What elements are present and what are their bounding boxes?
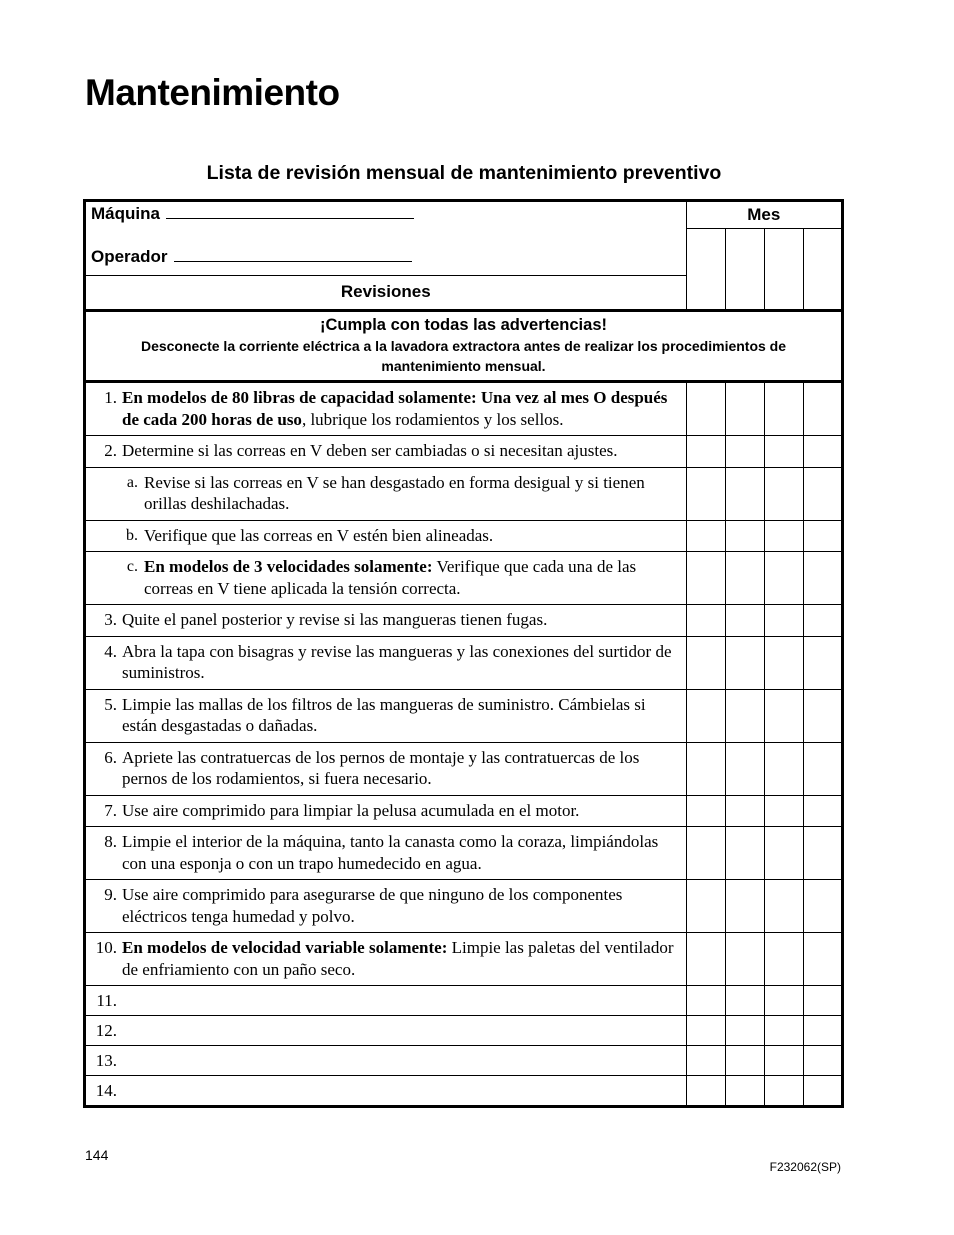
checklist-item [86,468,686,520]
month-check-cell-4[interactable] [803,1046,842,1076]
item-plain-text: Revise si las correas en V se han desgastado en forma desigual y si tienen orillas deshilachadas. [144,472,645,513]
month-check-cell-3[interactable] [764,795,803,827]
month-check-cell-4[interactable] [803,742,842,795]
month-check-cell-3[interactable] [764,1016,803,1046]
item-text [122,800,680,822]
checklist-row [85,986,843,1016]
checklist-row [85,520,843,552]
month-check-cell-3[interactable] [764,689,803,742]
checklist-item [86,796,686,827]
checklist-item-cell [85,933,687,986]
month-check-cell-3[interactable] [764,636,803,689]
checklist-row [85,382,843,436]
checklist-item [86,1076,686,1100]
machine-field[interactable] [91,204,414,224]
month-check-cell-4[interactable] [803,605,842,637]
item-plain-text: Quite el panel posterior y revise si las mangueras tienen fugas. [122,610,548,629]
month-check-cell-3[interactable] [764,467,803,520]
operator-field[interactable] [91,247,412,267]
item-plain-text: Limpie las paletas del ventilador de enfriamiento con un paño seco. [122,938,674,979]
month-cell-header-1[interactable] [686,229,725,311]
checklist-item [86,743,686,795]
item-number: c. [126,558,138,575]
checklist-row [85,742,843,795]
checklist-items [85,382,843,1107]
month-check-cell-3[interactable] [764,986,803,1016]
item-number: 10. [95,938,117,957]
item-plain-text: , lubrique los rodamientos y los sellos. [301,409,564,429]
checklist-item-cell [85,436,687,468]
item-number: a. [126,473,138,491]
item-plain-text: Use aire comprimido para limpiar la pelusa acumulada en el motor. [122,800,580,820]
item-bold-text: En modelos de velocidad variable solamente: [122,938,448,957]
month-check-cell-2[interactable] [725,467,764,520]
month-check-cell-1[interactable] [686,827,725,880]
month-check-cell-3[interactable] [764,880,803,933]
checklist-item [86,690,686,742]
checklist-item-cell [85,1076,687,1107]
month-check-cell-2[interactable] [725,1046,764,1076]
month-check-cell-1[interactable] [686,1016,725,1046]
month-check-cell-1[interactable] [686,933,725,986]
month-check-cell-4[interactable] [803,636,842,689]
month-check-cell-4[interactable] [803,382,842,436]
item-number: 3. [104,610,117,629]
checklist-item [86,637,686,689]
checklist-item [86,436,686,467]
machine-blank-line[interactable] [166,218,414,219]
checklist-item [86,605,686,636]
header-fields [85,201,687,276]
checklist-item-cell [85,742,687,795]
checklist-item [86,383,686,435]
checklist-row [85,1046,843,1076]
month-check-cell-3[interactable] [764,933,803,986]
checklist-row [85,636,843,689]
month-check-cell-2[interactable] [725,933,764,986]
month-check-cell-4[interactable] [803,552,842,605]
month-check-cell-1[interactable] [686,795,725,827]
warning-title: ¡Cumpla con todas las advertencias! [319,316,607,334]
item-number: 2. [104,441,117,460]
month-check-cell-2[interactable] [725,742,764,795]
month-check-cell-2[interactable] [725,986,764,1016]
month-check-cell-2[interactable] [725,827,764,880]
checklist-item-cell [85,1046,687,1076]
item-plain-text: Use aire comprimido para asegurarse de que ninguno de los componentes eléctricos tenga humedad y polvo. [122,885,623,926]
item-number: 12. [95,1021,117,1040]
checklist-item [86,827,686,879]
warning-box [85,311,843,382]
item-text [144,525,680,547]
checklist-row [85,552,843,605]
checklist-item [86,933,686,985]
page-number: 144 [85,1147,109,1163]
item-plain-text: Determine si las correas en V deben ser cambiadas o si necesitan ajustes. [122,441,618,460]
month-check-cell-1[interactable] [686,1046,725,1076]
month-cell-header-4[interactable] [803,229,842,311]
document-code: F232062(SP) [769,1160,841,1174]
month-check-cell-3[interactable] [764,605,803,637]
checklist-row [85,689,843,742]
month-cell-header-2[interactable] [725,229,764,311]
page-title: Mantenimiento [85,72,340,113]
month-check-cell-2[interactable] [725,436,764,468]
month-check-cell-3[interactable] [764,436,803,468]
month-check-cell-1[interactable] [686,1076,725,1107]
month-check-cell-1[interactable] [686,742,725,795]
month-check-cell-4[interactable] [803,1016,842,1046]
month-check-cell-1[interactable] [686,636,725,689]
month-check-cell-3[interactable] [764,382,803,436]
checklist-item [86,521,686,552]
checklist-row [85,880,843,933]
month-check-cell-2[interactable] [725,1016,764,1046]
month-check-cell-1[interactable] [686,880,725,933]
month-check-cell-4[interactable] [803,933,842,986]
item-text [122,641,680,684]
checklist-item-cell [85,520,687,552]
item-text [122,747,680,790]
checklist-row [85,436,843,468]
month-check-cell-4[interactable] [803,1076,842,1107]
item-bold-text: En modelos de 3 velocidades solamente: [144,557,433,576]
month-check-cell-2[interactable] [725,880,764,933]
item-text [122,937,680,980]
item-number: 13. [95,1051,117,1070]
month-check-cell-4[interactable] [803,795,842,827]
item-plain-text: Limpie las mallas de los filtros de las mangueras de suministro. Cámbielas si están desgastadas o dañadas. [122,694,646,735]
checklist-item-cell [85,986,687,1016]
checklist-title: Lista de revisión mensual de mantenimiento preventivo [206,162,722,184]
item-number: 9. [104,885,117,904]
month-check-cell-4[interactable] [803,467,842,520]
checklist-item-cell [85,827,687,880]
checklist-item-cell [85,880,687,933]
item-number: 6. [104,747,117,767]
checklist-row [85,1016,843,1046]
checklist-item [86,880,686,932]
checks-header: Revisiones [85,276,687,311]
checklist-item-cell [85,795,687,827]
month-check-cell-1[interactable] [686,382,725,436]
checklist-row [85,605,843,637]
month-check-cell-4[interactable] [803,436,842,468]
item-number: b. [126,526,138,544]
month-check-cell-4[interactable] [803,986,842,1016]
month-check-cell-2[interactable] [725,689,764,742]
month-check-cell-2[interactable] [725,520,764,552]
checklist-item-cell [85,605,687,637]
month-check-cell-3[interactable] [764,1076,803,1107]
month-check-cell-2[interactable] [725,552,764,605]
item-text [122,831,680,874]
month-check-cell-4[interactable] [803,520,842,552]
checklist-item [86,1046,686,1070]
month-check-cell-4[interactable] [803,880,842,933]
item-text [144,556,680,599]
checklist-item [86,986,686,1010]
item-text [122,609,680,631]
month-check-cell-3[interactable] [764,1046,803,1076]
item-text [122,694,680,737]
month-check-cell-1[interactable] [686,689,725,742]
month-check-cell-4[interactable] [803,689,842,742]
item-number: 11. [96,991,117,1010]
month-check-cell-2[interactable] [725,795,764,827]
item-plain-text: Apriete las contratuercas de los pernos de montaje y las contratuercas de los pernos de los rodamientos, si fuera necesario. [122,747,640,788]
checklist-row [85,1076,843,1107]
item-text [144,472,680,515]
item-plain-text: Abra la tapa con bisagras y revise las mangueras y las conexiones del surtidor de suministros. [122,641,672,682]
machine-label: Máquina [91,204,160,223]
month-check-cell-1[interactable] [686,605,725,637]
month-check-cell-2[interactable] [725,382,764,436]
checklist-row [85,933,843,986]
month-check-cell-1[interactable] [686,520,725,552]
checklist-item-cell [85,689,687,742]
month-check-cell-2[interactable] [725,1076,764,1107]
checklist-row [85,827,843,880]
month-check-cell-2[interactable] [725,605,764,637]
item-bold-text: En modelos de 80 libras de capacidad solamente: Una vez al mes O después de cada 200 horas de uso [122,388,668,429]
checklist-item-cell [85,636,687,689]
checklist-row [85,795,843,827]
month-check-cell-1[interactable] [686,467,725,520]
month-header: Mes [686,201,842,229]
operator-blank-line[interactable] [174,261,412,262]
item-text [122,884,680,927]
month-check-cell-3[interactable] [764,520,803,552]
checklist-item [86,552,686,604]
operator-label: Operador [91,247,168,266]
item-plain-text: Verifique que las correas en V estén bien alineadas. [144,525,494,545]
month-check-cell-1[interactable] [686,552,725,605]
month-check-cell-1[interactable] [686,986,725,1016]
checklist-item-cell [85,552,687,605]
item-number: 5. [104,694,117,714]
item-number: 4. [104,641,117,661]
month-cell-header-3[interactable] [764,229,803,311]
item-plain-text: Limpie el interior de la máquina, tanto la canasta como la coraza, limpiándolas con una esponja o con un trapo humedecido en agua. [122,832,659,873]
checklist-item [86,1016,686,1040]
item-number: 8. [104,832,117,851]
checklist-row [85,467,843,520]
month-check-cell-4[interactable] [803,827,842,880]
month-check-cell-1[interactable] [686,436,725,468]
checklist-item-cell [85,467,687,520]
item-number: 1. [104,388,117,407]
month-check-cell-2[interactable] [725,636,764,689]
item-text [122,387,680,430]
month-check-cell-3[interactable] [764,552,803,605]
month-check-cell-3[interactable] [764,742,803,795]
item-number: 7. [104,800,117,820]
checklist-table [83,199,844,1108]
item-text [122,440,680,462]
item-plain-text: Verifique que cada una de las correas en V tiene aplicada la tensión correcta. [144,557,637,598]
month-check-cell-3[interactable] [764,827,803,880]
warning-text: Desconecte la corriente eléctrica a la lavadora extractora antes de realizar los procedimientos de mantenimiento mensual. [140,338,787,374]
item-number: 14. [95,1081,117,1100]
checklist-item-cell [85,382,687,436]
checklist-item-cell [85,1016,687,1046]
